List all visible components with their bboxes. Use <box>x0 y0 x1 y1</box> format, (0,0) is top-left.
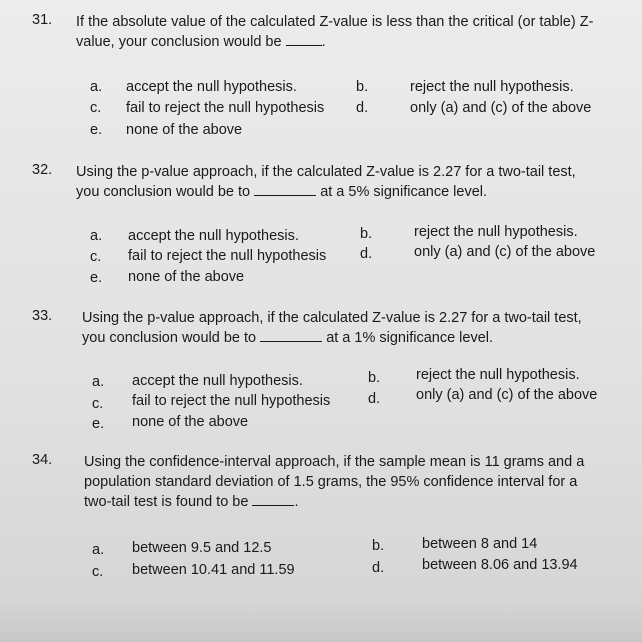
question-text <box>76 162 630 202</box>
option-text: none of the above <box>126 122 243 138</box>
question-line-1: Using the p-value approach, if the calculated Z-value is 2.27 for a two-tail test, <box>76 164 576 180</box>
question-text <box>76 12 630 52</box>
question-line-2: population standard deviation of 1.5 grams, the 95% confidence interval for a <box>84 474 578 490</box>
option-text: accept the null hypothesis. <box>128 228 299 244</box>
page-bottom-shadow <box>0 600 642 642</box>
option-text: reject the null hypothesis. <box>416 367 580 383</box>
question-number: 32. <box>32 162 53 178</box>
option-letter: b. <box>372 538 385 554</box>
option-letter: c. <box>92 564 104 580</box>
question-text <box>84 452 630 512</box>
option-letter: c. <box>92 396 104 412</box>
option-letter: c. <box>90 249 102 265</box>
option-text: reject the null hypothesis. <box>414 224 578 240</box>
option-letter: a. <box>92 542 105 558</box>
question-line-2-start: you conclusion would be to <box>76 184 251 200</box>
option-text: reject the null hypothesis. <box>410 79 574 95</box>
question-line-2-end: . <box>321 34 326 50</box>
question-line-2-start: you conclusion would be to <box>82 330 257 346</box>
option-text: between 10.41 and 11.59 <box>132 562 295 578</box>
question-line-2 <box>82 328 630 348</box>
question-line-2 <box>76 32 630 52</box>
option-letter: c. <box>90 100 102 116</box>
question-line-3 <box>84 492 630 512</box>
option-letter: e. <box>90 122 103 138</box>
question-number: 34. <box>32 452 53 468</box>
option-text: fail to reject the null hypothesis <box>128 248 327 264</box>
option-text: only (a) and (c) of the above <box>410 100 592 116</box>
question-number: 33. <box>32 308 53 324</box>
option-letter: d. <box>372 560 385 576</box>
question-line-1: Using the confidence-interval approach, if the sample mean is 11 grams and a <box>84 454 585 470</box>
option-text: none of the above <box>128 269 245 285</box>
option-letter: d. <box>356 100 369 116</box>
option-text: between 9.5 and 12.5 <box>132 540 272 556</box>
question-line-1: Using the p-value approach, if the calculated Z-value is 2.27 for a two-tail test, <box>82 310 582 326</box>
option-letter: e. <box>90 270 103 286</box>
option-text: accept the null hypothesis. <box>132 373 303 389</box>
answer-blank <box>254 182 316 196</box>
option-letter: d. <box>368 391 381 407</box>
answer-blank <box>260 328 322 342</box>
question-line-2-end: at a 5% significance level. <box>320 184 488 200</box>
question-line-3-start: two-tail test is found to be <box>84 494 249 510</box>
option-text: between 8 and 14 <box>422 536 538 552</box>
question-line-2 <box>76 182 630 202</box>
option-letter: b. <box>368 370 381 386</box>
question-line-2-end: at a 1% significance level. <box>326 330 494 346</box>
option-text: only (a) and (c) of the above <box>416 387 598 403</box>
option-text: between 8.06 and 13.94 <box>422 557 578 573</box>
question-line-3-end: . <box>294 494 299 510</box>
question-line-1: If the absolute value of the calculated Z-value is less than the critical (or table) Z- <box>76 14 594 30</box>
option-text: none of the above <box>132 414 249 430</box>
answer-blank <box>286 32 322 46</box>
question-line-2-start: value, your conclusion would be <box>76 34 282 50</box>
option-text: fail to reject the null hypothesis <box>126 100 325 116</box>
option-text: accept the null hypothesis. <box>126 79 297 95</box>
option-letter: b. <box>356 79 369 95</box>
option-letter: b. <box>360 226 373 242</box>
question-number: 31. <box>32 12 53 28</box>
option-text: only (a) and (c) of the above <box>414 244 596 260</box>
option-letter: a. <box>90 79 103 95</box>
answer-blank <box>252 492 294 506</box>
option-letter: a. <box>92 374 105 390</box>
option-letter: d. <box>360 246 373 262</box>
option-letter: e. <box>92 416 105 432</box>
option-text: fail to reject the null hypothesis <box>132 393 331 409</box>
option-letter: a. <box>90 228 103 244</box>
question-text <box>82 308 630 348</box>
